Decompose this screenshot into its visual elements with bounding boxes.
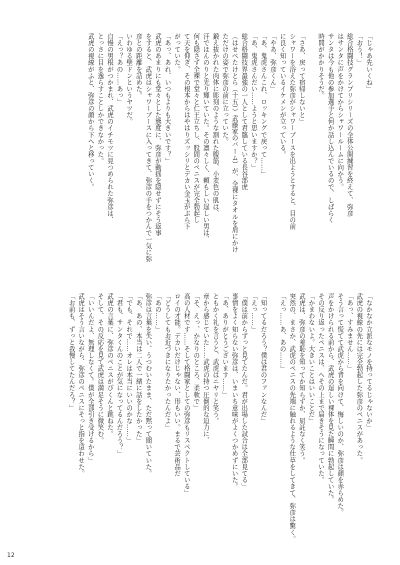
text-line: 「あっ、すみません……」	[345, 293, 353, 372]
text-line: ロイの才能。デカいだけじゃない、形もいい。まるで芸術品だ	[173, 293, 181, 477]
text-line: 「あの……」	[153, 293, 161, 333]
text-line: 「なかなか立派なモノを持ってるじゃないか」	[365, 293, 372, 431]
text-line: がっていた。	[173, 33, 181, 73]
text-line: 武虎のあまりにも堂々とした態度に、弥彦が動揺を隠せずにそう返事	[153, 33, 161, 237]
text-line: をすると、武虎はシャワーブースに入ってきて、弥彦の手をつかんで一気に弥	[144, 33, 152, 263]
text-line: 武虎の視線の先には完全勃起した弥彦のペニスがあった。	[355, 293, 363, 464]
text-line: そう言って慌てて武虎から背を向けて、悔しいのか、弥彦は顔を赤らめた。	[336, 293, 344, 516]
text-line: シャワーを浴えた弥彦がシャワーブースを出ようとすると、目の前	[288, 33, 296, 230]
text-line: 彦との距離を詰めた。	[134, 33, 142, 99]
text-line: 「えっ……あ、あの……」	[278, 293, 286, 372]
page-number: 12	[7, 552, 15, 559]
text-line: 汗でほんのりと光り輝いていた。その凛々しく、頼もしい逞しい男は、	[201, 33, 209, 243]
text-line: 章から感じていた……武虎の持つ圧倒的な迫力に、	[201, 293, 209, 444]
text-line: 武虎は、弥彦の羞恥を知ってか知らずか、屈託なく笑う。	[297, 293, 305, 464]
text-line: （はせべたけとら（十五））武藤家のバーム）が、全裸にタオルを肩にかけ	[230, 33, 238, 253]
text-line: 「あ、鬼虎さんだい……ようと思いますか？」	[249, 33, 257, 171]
text-line: サンタは今も他の参加選手と何か話し込んでいるので、しばらく	[326, 33, 334, 223]
text-line: 武虎はそう言いながら、弥彦のペニスにそっと指を這わせた。	[77, 293, 85, 477]
text-line: 「そ、えっ、かなりのところ、柔軟で」	[192, 293, 200, 411]
bottom-text-block	[66, 293, 373, 542]
text-line: ともかく礼を言うと、武虎はニヤリと笑う。	[211, 293, 219, 424]
text-line: 「じゃあ先いくね」	[365, 33, 372, 92]
text-line	[306, 33, 316, 273]
text-line: 「知ってるだろう？僕は君のファンなんだ」	[259, 293, 267, 424]
text-line: 事情をよく知らない弥彦は、いまいち意味がよくつかめずにいた。	[230, 293, 238, 490]
text-line: 弥彦は言葉を失い、うつむいたまま、ただ黙って聞いていた。	[144, 293, 152, 477]
text-line: 「お前も、ずっと我慢してたんだろ？」	[67, 293, 75, 411]
text-line: とっさに目を逸らすことしかできなかった。	[96, 33, 104, 164]
top-text-block	[85, 33, 373, 273]
text-line: 「どうしてもお近づきになりたかったんだよ」	[163, 293, 171, 431]
text-line: 鍛え抜かれた肉体に彫刻のような割れた腹筋、小麦色の肌は、	[211, 33, 219, 217]
text-line: ただけの姿で弥彦の前に立っていた。	[221, 33, 229, 145]
text-line: 武虎の言葉に、弥彦のペニスがぴくんと跳ねた。	[105, 293, 113, 438]
text-line: いわゆる壁ドンというヤツだ。	[125, 33, 133, 125]
text-line: 総合格闘技グランプリシリーズの全体公開練習を終えて、弥彦	[345, 33, 353, 217]
text-line: 突然の、まさか、武虎のペニスの先端に触れるような仕草をしてきて、弥彦は驚く。	[288, 293, 296, 542]
text-line: 「僕は前からずっと見てたんだ。君が出場した試合は全部見てる」	[240, 293, 248, 490]
text-line: 総合格闘技界最強の一人として君臨している長谷部虎	[240, 33, 248, 191]
text-line: 武虎の視線がふと、弥彦の顔から下へと移っていく。	[86, 33, 94, 191]
text-line: はサンタに声をかけてからシャワールームに向かう。	[336, 33, 344, 191]
text-line: 「あ、鬼虎さんこれ、ロッキングで戻って……」	[259, 33, 267, 178]
text-line: 「えっ……」	[249, 293, 257, 333]
text-line: 「かまわないよ。大きいことはいいことだ」	[307, 293, 315, 424]
text-line: 声をかけられる前から、武虎の逞しい裸体を見た瞬間に勃起していた。	[326, 293, 334, 503]
text-line: 「あ、ありがとうございます……」	[221, 293, 229, 398]
text-line: 「さあ、戻って宿帰しないと」	[297, 33, 305, 125]
text-line: 「やあ、弥彦くん」	[269, 33, 277, 92]
text-line: て天を仰ぎ、その根本からはやはりズッシリとデカい金玉がぶら下	[182, 33, 190, 230]
text-line: 「えっ？あの……あっ」	[115, 33, 123, 106]
text-line: 「でも、それで……オレは本当にいいのかな……」	[125, 293, 133, 444]
text-line: 「あっ、あれ、いつもよりも大きいです？」	[163, 33, 171, 164]
text-line: 「あ、あの、本当は二人で一緒に話をしたかった」	[134, 293, 142, 444]
text-line	[267, 293, 277, 536]
text-line: に良く知っているイケメンが立っている。	[278, 33, 286, 158]
text-line: そして、その反応を見て武虎は満足そうに微笑む。	[96, 293, 104, 444]
text-line: 高の人材です……そして格闘家としての弥彦もリスペクトしている」	[182, 293, 190, 497]
text-line: その反り返ったペニスは、へその上まで届きそうになっていた。	[317, 293, 325, 483]
text-line: 時間がかかりそうだ。	[317, 33, 325, 99]
text-line: 「おう！」	[355, 33, 363, 66]
text-line: 「いいんだよ、無理しなくて。僕が全部引き受けるから」	[86, 293, 94, 464]
text-line: 「君も、サンタくんのことが気になってるんだろう？」	[115, 293, 123, 457]
text-line: 自慢の男根がつかまれ、武虎のイチモツに見つめられた弥彦は、	[105, 33, 113, 223]
text-line: 何も隠さず全裸で堂々と仁王立ちし、股間のペニスが完全勃起し	[192, 33, 200, 223]
